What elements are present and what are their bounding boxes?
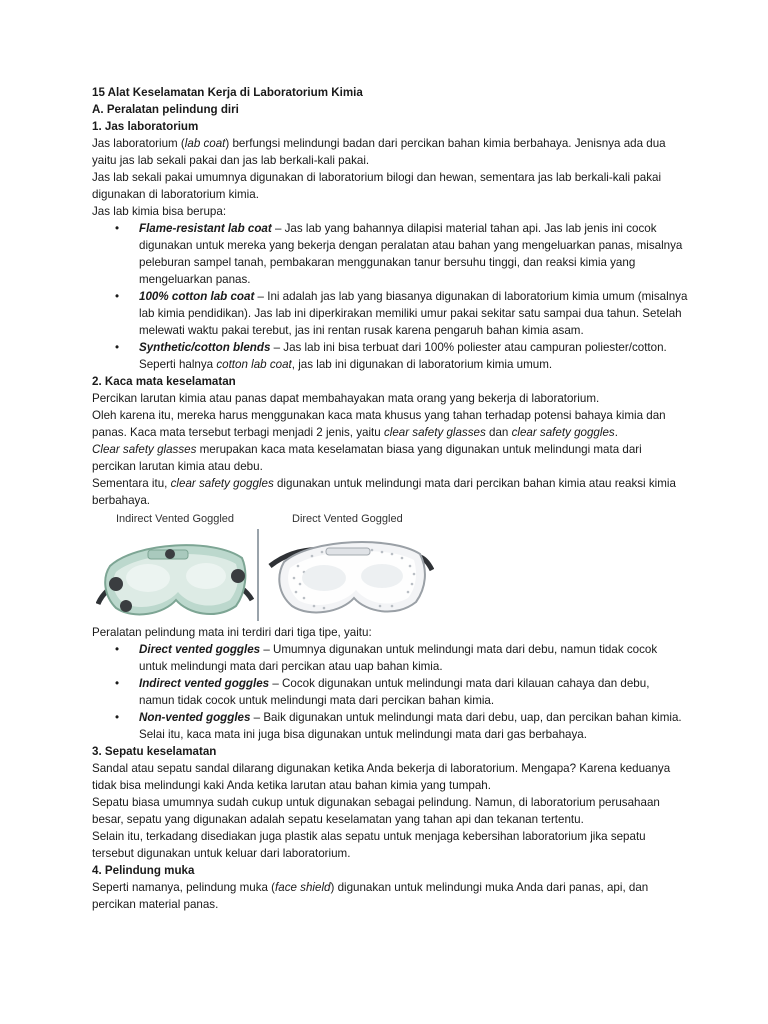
paragraph: Oleh karena itu, mereka harus menggunakan kaca mata khusus yang tahan terhadap potensi bahaya kimia dan panas. Kaca mata tersebut terbagi menjadi 2 jenis, yaitu clear safety glasses dan clear safety goggles. <box>92 409 666 439</box>
heading-sepatu-keselamatan: 3. Sepatu keselamatan <box>92 745 217 758</box>
goggles-list <box>92 641 688 743</box>
paragraph: Seperti namanya, pelindung muka (face shield) digunakan untuk melindungi muka Anda dari panas, api, dan percikan material panas. <box>92 881 649 911</box>
list-item: • Indirect vented goggles – Cocok digunakan untuk melindungi mata dari kilauan cahaya dan debu, namun tidak cocok untuk melindungi mata dari percikan bahan kimia. <box>92 675 688 709</box>
heading-kaca-mata: 2. Kaca mata keselamatan <box>92 375 236 388</box>
section-heading-a: A. Peralatan pelindung diri <box>92 103 239 116</box>
paragraph: Peralatan pelindung mata ini terdiri dari tiga tipe, yaitu: <box>92 626 372 639</box>
goggles-figure <box>96 511 458 623</box>
paragraph: Clear safety glasses merupakan kaca mata keselamatan biasa yang digunakan untuk melindungi mata dari percikan larutan kimia atau debu. <box>92 443 642 473</box>
list-item: • 100% cotton lab coat – Ini adalah jas lab yang biasanya digunakan di laboratorium kimia umum (misalnya lab kimia pendidikan). Jas lab ini diperkirakan memiliki umur pakai sekitar satu sampai dua tahun. Setelah melewati waktu pakai terebut, jas ini rentan rusak karena pengaruh bahan kimia asam. <box>92 288 688 339</box>
list-item: • Flame-resistant lab coat – Jas lab yang bahannya dilapisi material tahan api. Jas lab jenis ini cocok digunakan untuk mereka yang bekerja dengan peralatan atau bahan yang mengeluarkan panas, misalnya peleburan sampel tanah, pembakaran menggunakan tanur bersuhu tinggi, dan reaksi kimia yang mengeluarkan panas. <box>92 220 688 288</box>
paragraph: Selain itu, terkadang disediakan juga plastik alas sepatu untuk menjaga kebersihan laboratorium jika sepatu tersebut digunakan untuk keluar dari laboratorium. <box>92 830 646 860</box>
figure-caption-indirect: Indirect Vented Goggled <box>116 513 235 525</box>
document-title: 15 Alat Keselamatan Kerja di Laboratorium Kimia <box>92 86 363 99</box>
paragraph: Sandal atau sepatu sandal dilarang digunakan ketika Anda bekerja di laboratorium. Mengapa? Karena keduanya tidak bisa melindungi kaki Anda ketika larutan atau bahan kimia yang tumpah. <box>92 762 671 792</box>
indirect-vented-goggles-image <box>96 526 254 622</box>
lab-coat-list <box>92 220 688 373</box>
paragraph: Sementara itu, clear safety goggles digunakan untuk melindungi mata dari percikan bahan kimia atau reaksi kimia berbahaya. <box>92 477 676 507</box>
list-item: • Non-vented goggles – Baik digunakan untuk melindungi mata dari debu, uap, dan percikan bahan kimia. Selai itu, kaca mata ini juga bisa digunakan untuk melindungi mata dari gas berbahaya. <box>92 709 688 743</box>
direct-vented-goggles-image <box>268 526 434 622</box>
paragraph: Sepatu biasa umumnya sudah cukup untuk digunakan sebagai pelindung. Namun, di laboratorium perusahaan besar, sepatu yang digunakan adalah sepatu keselamatan yang tahan api dan tekanan tertentu. <box>92 796 660 826</box>
paragraph: Percikan larutan kimia atau panas dapat membahayakan mata orang yang bekerja di laboratorium. <box>92 392 600 405</box>
figure-divider <box>257 529 259 621</box>
paragraph: Jas lab kimia bisa berupa: <box>92 205 227 218</box>
heading-jas-laboratorium: 1. Jas laboratorium <box>92 120 199 133</box>
paragraph: Jas lab sekali pakai umumnya digunakan di laboratorium bilogi dan hewan, sementara jas lab berkali-kali pakai digunakan di laboratorium kimia. <box>92 171 662 201</box>
document-page <box>92 84 688 913</box>
paragraph: Jas laboratorium (lab coat) berfungsi melindungi badan dari percikan bahan kimia berbahaya. Jenisnya ada dua yaitu jas lab sekali pakai dan jas lab berkali-kali pakai. <box>92 137 666 167</box>
figure-caption-direct: Direct Vented Goggled <box>292 513 403 525</box>
list-item: • Direct vented goggles – Umumnya digunakan untuk melindungi mata dari debu, namun tidak cocok untuk melindungi mata dari percikan atau uap bahan kimia. <box>92 641 688 675</box>
list-item: • Synthetic/cotton blends – Jas lab ini bisa terbuat dari 100% poliester atau campuran poliester/cotton. Seperti halnya cotton lab coat, jas lab ini digunakan di laboratorium kimia umum. <box>92 339 688 373</box>
heading-pelindung-muka: 4. Pelindung muka <box>92 864 195 877</box>
